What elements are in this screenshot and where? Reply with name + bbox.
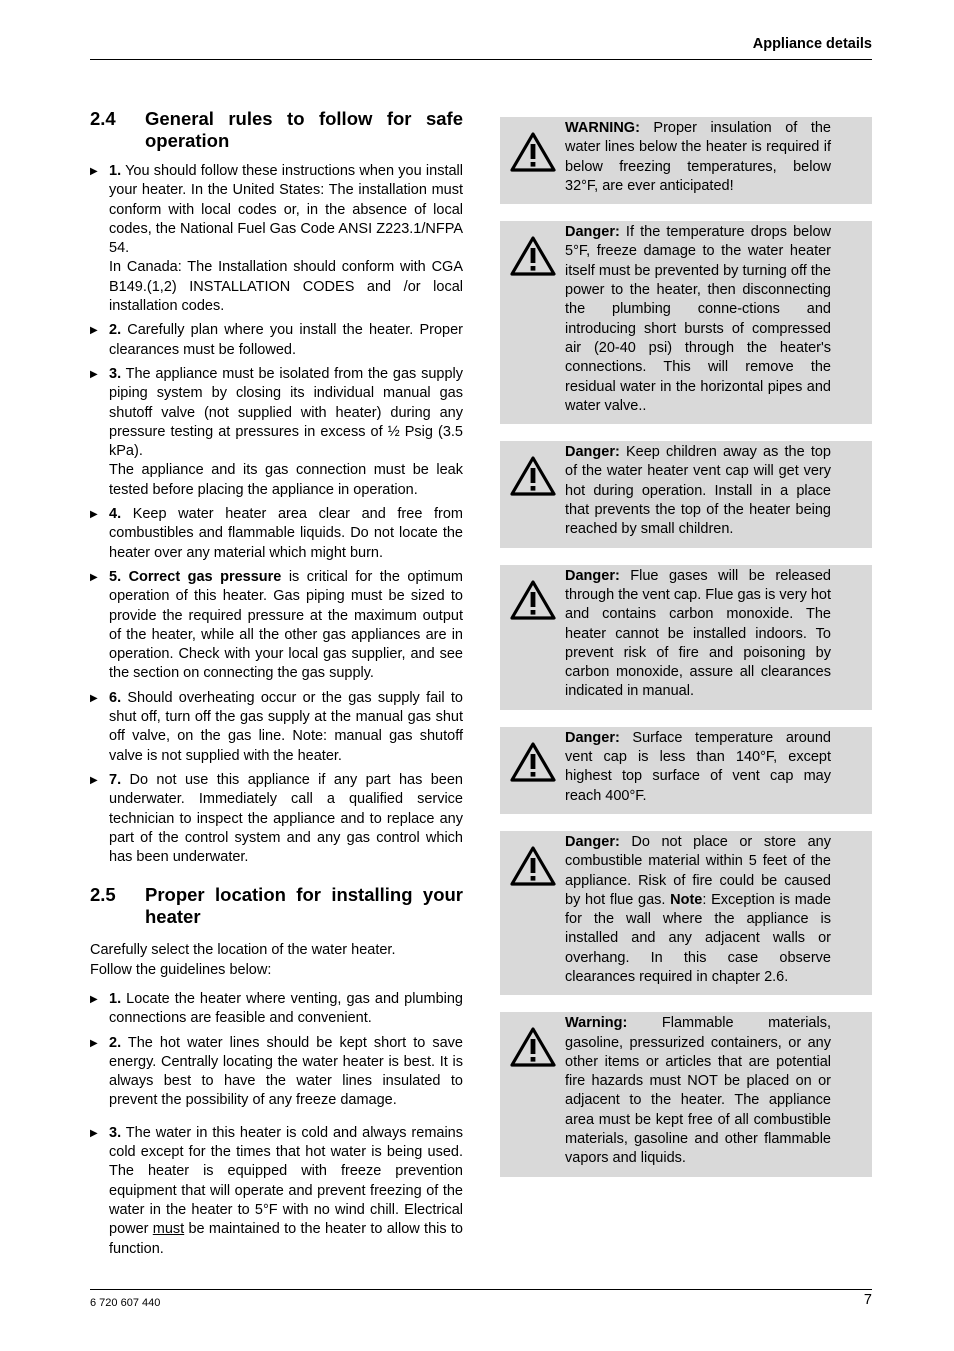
list-item: ▶ 2. Carefully plan where you install the heater. Proper clearances must be followed. <box>90 322 463 358</box>
section-number: 2.5 <box>90 884 116 906</box>
warning-triangle-icon <box>509 579 557 621</box>
danger-text: Danger: If the temperature drops below 5°F, freeze damage to the water heater itself must be prevented by turning off the power to the heater, then disconnecting the plumbing conne-ctions and introducing short bursts of compressed air (20-40 psi) through the heater's connections. This will remove the residual water in the horizontal pipes and water valve.. <box>565 224 831 414</box>
left-column <box>90 108 463 1264</box>
triangle-bullet-icon: ▶ <box>90 774 98 786</box>
warning-triangle-icon <box>509 131 557 173</box>
list-item: ▶ 6. Should overheating occur or the gas supply fail to shut off, turn off the gas supply at the manual gas shut off valve, on the gas line. Note: manual gas shutoff valve is not supplied with the heater. <box>90 689 463 764</box>
header-rule <box>90 59 872 60</box>
list-item: ▶ 2. The hot water lines should be kept short to save energy. Centrally locating the water heater is best. It is always best to have the water lines insulated to prevent the possibility of any freeze damage. <box>90 1034 463 1109</box>
safe-operation-list <box>90 162 463 867</box>
danger-text: Danger: Do not place or store any combustible material within 5 feet of the appliance. Risk of fire could be caused by hot flue gas. Note: Exception is made for the wall where the appliance is installed and any adjacent walls or overhang. In this case observe clearances required in chapter 2.6. <box>565 833 831 985</box>
warnings-column <box>500 117 872 1194</box>
document-number: 6 720 607 440 <box>90 1297 161 1309</box>
list-item: ▶ 7. Do not use this appliance if any part has been underwater. Immediately call a qualified service technician to inspect the appliance and to replace any part of the control system and any gas control which has been underwater. <box>90 771 463 866</box>
triangle-bullet-icon: ▶ <box>90 993 98 1005</box>
page-number: 7 <box>863 1292 872 1308</box>
section-title: General rules to follow for safe operation <box>145 108 463 151</box>
triangle-bullet-icon: ▶ <box>90 166 98 177</box>
section-heading-2-5 <box>90 884 463 928</box>
warning-triangle-icon <box>509 235 557 277</box>
triangle-bullet-icon: ▶ <box>90 1037 98 1049</box>
warning-text: Warning: Flammable materials, gasoline, pressurized containers, or any other items or articles that are potential fire hazards must NOT be placed on or adjacent to the heater. The appliance area must be kept free of all combustible materials, gasoline and other flammable vapors and liquids. <box>565 1015 831 1167</box>
section-title: Proper location for installing your heater <box>145 884 463 928</box>
warning-triangle-icon <box>509 1026 557 1068</box>
warning-box <box>500 117 872 204</box>
list-item: ▶ 1. Locate the heater where venting, gas and plumbing connections are feasible and convenient. <box>90 990 463 1027</box>
warning-triangle-icon <box>509 741 557 783</box>
triangle-bullet-icon: ▶ <box>90 509 98 521</box>
running-header: Appliance details <box>752 36 872 52</box>
warning-box <box>500 1012 872 1176</box>
triangle-bullet-icon: ▶ <box>90 325 98 337</box>
list-item: ▶ 3. The water in this heater is cold and always remains cold except for the times that hot water is being used. The heater is equipped with freeze prevention equipment that will operate and prevent freezing of the water in the heater to 5°F with no wind chill. Electrical power must be maintained to the heater to allow this to function. <box>90 1124 463 1257</box>
danger-box <box>500 565 872 710</box>
section-number: 2.4 <box>90 108 116 129</box>
list-item: ▶ 4. Keep water heater area clear and free from combustibles and flammable liquids. Do not locate the heater over any material which might burn. <box>90 506 463 561</box>
danger-text: Danger: Surface temperature around vent cap is less than 140°F, except highest top surface of vent cap may reach 400°F. <box>565 729 831 804</box>
section-intro: Carefully select the location of the water heater. Follow the guidelines below: <box>90 942 396 978</box>
list-item: ▶ 5. Correct gas pressure is critical for the optimum operation of this heater. Gas piping must be sized to provide the required pressure at the maximum output of the heater, while all the other gas appliances are in operation. Check with your local gas supplier, and see the section on connecting the gas supply. <box>90 568 463 682</box>
danger-box <box>500 221 872 424</box>
triangle-bullet-icon: ▶ <box>90 571 98 583</box>
danger-box <box>500 441 872 547</box>
danger-text: Danger: Flue gases will be released through the vent cap. Flue gas is very hot and contains carbon monoxide. The heater cannot be installed indoors. To prevent risk of fire and poisoning by carbon monoxide, assure all clearances indicated in manual. <box>565 567 831 700</box>
warning-triangle-icon <box>509 845 557 887</box>
warning-triangle-icon <box>509 455 557 497</box>
list-item: ▶ 1. You should follow these instructions when you install your heater. In the United States: The installation must conform with local codes or, in the absence of local codes, the National Fuel Gas Code ANSI Z223.1/NFPA 54. In Canada: The Installation should conform with CGA B149.(1,2) INSTALLATION CODES and /or local installation codes. <box>90 163 463 315</box>
danger-box <box>500 727 872 814</box>
triangle-bullet-icon: ▶ <box>90 692 98 704</box>
triangle-bullet-icon: ▶ <box>90 368 98 380</box>
danger-text: Danger: Keep children away as the top of the water heater vent cap will get very hot during operation. Install in a place that prevents the top of the heater being reached by small children. <box>565 444 831 538</box>
danger-box <box>500 831 872 995</box>
list-item: ▶ 3. The appliance must be isolated from the gas supply piping system by closing its individual manual gas shutoff valve (not supplied with heater) during any pressure testing at pressures in excess of ½ Psig (3.5 kPa). The appliance and its gas connection must be leak tested before placing the appliance in operation. <box>90 365 463 498</box>
location-list <box>90 990 463 1259</box>
triangle-bullet-icon: ▶ <box>90 1127 98 1139</box>
section-heading-2-4 <box>90 108 463 152</box>
footer-rule <box>90 1289 872 1290</box>
warning-text: WARNING: Proper insulation of the water lines below the heater is required if below freezing temperatures, below 32°F, are ever anticipated! <box>565 120 831 194</box>
